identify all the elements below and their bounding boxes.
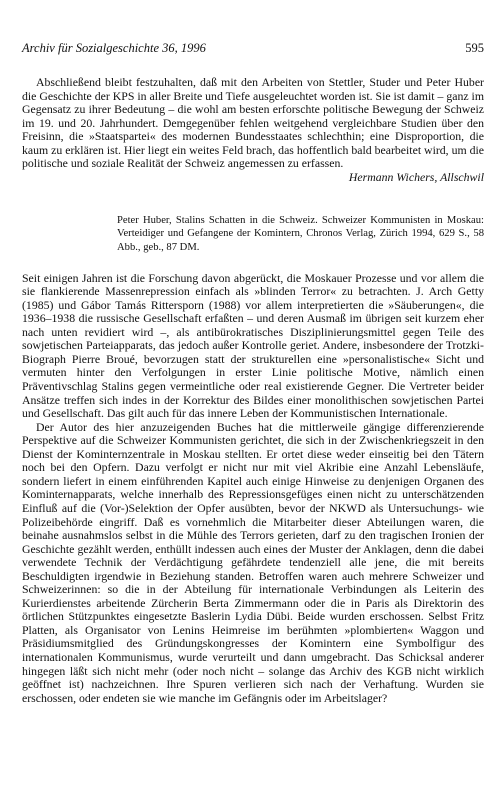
book-citation: Peter Huber, Stalins Schatten in die Schweiz. Schweizer Kommunisten in Moskau: Verteidiger und Gefangene der Komintern, Chronos Verlag, Zürich 1994, 629 S., 58 Abb., geb., 87 DM. (117, 215, 484, 253)
review-body (22, 272, 484, 706)
closing-paragraph (22, 75, 485, 184)
journal-title: Archiv für Sozialgeschichte 36, 1996 (22, 41, 206, 55)
previous-review-ending (22, 76, 484, 184)
review-paragraph-1: Seit einigen Jahren ist die Forschung davon abgerückt, die Moskauer Prozesse und vor allem die sie flankierende Massenrepression einfach als »blinden Terror« zu betrachten. J. Arch Getty (1985) und Gábor Tamás Rittersporn (1988) vor allem interpretierten die »Säuberungen«, die 1936–1938 die russische Gesellschaft erfaßten – und deren Ausmaß im übrigen seit kurzem eher nach unten revidiert wird –, als antibürokratisches Disziplinierungsmittel gegen Teile des sowjetischen Parteiapparats, das jedoch außer Kontrolle geriet. Andere, insbesondere der Trotzki-Biograph Pierre Broué, bevorzugen statt der strukturellen eine »personalistische« Sicht und vermuten hinter den Verfolgungen in erster Linie politische Motive, nämlich einen Präventivschlag Stalins gegen vermeintliche oder real existierende Gegner. Die Vertreter beider Ansätze treffen sich indes in der Korrektur des Bildes einer monolithischen sowjetischen Partei und Gesellschaft. Das gilt auch für das innere Leben der Kommunistischen Internationale. (22, 270, 484, 421)
page-number: 595 (465, 41, 484, 55)
running-head (22, 40, 484, 56)
review-paragraph-2: Der Autor des hier anzuzeigenden Buches hat die mittlerweile gängige differenzierende Perspektive auf die Schweizer Kommunisten gerichtet, die sich in der Zwischenkriegszeit in den Dienst der Kominternzentrale in Moskau stellten. Er ortet diese weder einseitig bei den Tätern noch bei den Opfern. Dazu verfolgt er nicht nur mit viel Akribie eine Anzahl Lebensläufe, sondern liefert in einem einführenden Kapitel auch einige Hinweise zu denjenigen Organen des Kominternapparats, welche innerhalb des Repressionsgefüges einen nicht zu unterschätzenden Einfluß auf die (Vor-)Selektion der Opfer ausübten, bevor der NKWD als Untersuchungs- wie Polizeibehörde eingriff. Daß es vornehmlich die Mitarbeiter dieser Abteilungen waren, die beinahe ausnahmslos selbst in die Mühle des Terrors gerieten, darf zu den tragischen Ironien der Geschichte gezählt werden, enthüllt indessen auch eines der Muster der Anklagen, denn die dabei verwendete Technik der Verdächtigung gefährdete tendenziell alle jene, die mit bereits Beschuldigten irgendwie in Beziehung standen. Betroffen waren auch mehrere Schweizer und Schweizerinnen: so die in der Abteilung für internationale Verbindungen als Leiterin des Kurierdienstes arbeitende Zürcherin Berta Zimmermann oder die in Paris als Direktorin des örtlichen Stützpunktes eingesetzte Baslerin Lydia Dübi. Beide wurden erschossen. Selbst Fritz Platten, als Organisator von Lenins Heimreise im berühmten »plombierten« Waggon und Präsidiumsmitglied des Gründungskongresses der Komintern eine Symbolfigur des internationalen Kommunismus, wurde verurteilt und dann umgebracht. Das Schicksal anderer hingegen läßt sich nicht mehr (oder noch nicht – solange das Archiv des KGB nicht wirklich geöffnet ist) nachzeichnen. Ihre Spuren verlieren sich nach der Verhaftung. Wurden sie erschossen, oder endeten sie wie manche im Gefängnis oder im Arbeitslager? (22, 419, 484, 705)
closing-paragraph-text: Abschließend bleibt festzuhalten, daß mit den Arbeiten von Stettler, Studer und Peter Huber die Geschichte der KPS in aller Breite und Tiefe ausgeleuchtet worden ist. Sie ist damit – ganz im Gegensatz zu ihrer Bedeutung – die wohl am besten erforschte politische Bewegung der Schweiz im 19. und 20. Jahrhundert. Demgegenüber fehlen weitgehend vergleichbare Studien über den Freisinn, die »Staatspartei« des modernen Bundesstaates schlechthin; eine Disproportion, die kaum zu erklären ist. Hier liegt ein weites Feld brach, das hoffentlich bald bearbeitet wird, um die politische und soziale Realität der Schweiz angemessen zu erfassen. (22, 75, 485, 171)
reviewer-signature: Hermann Wichers, Allschwil (348, 169, 484, 184)
